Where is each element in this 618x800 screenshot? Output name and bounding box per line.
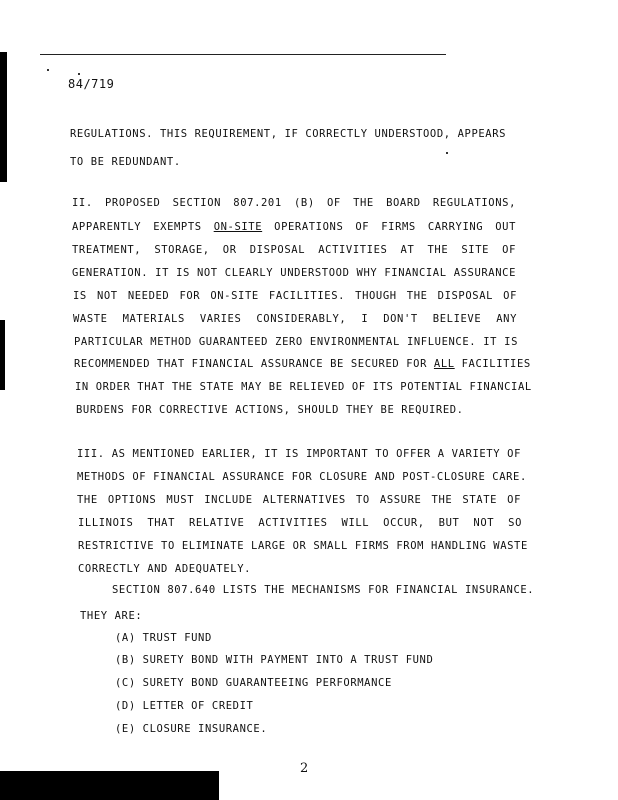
text-line: IS NOT NEEDED FOR ON-SITE FACILITIES. THOUGH THE DISPOSAL OF	[73, 290, 517, 302]
text-line: BURDENS FOR CORRECTIVE ACTIONS, SHOULD THEY BE REQUIRED.	[76, 404, 464, 416]
text-line: ILLINOIS THAT RELATIVE ACTIVITIES WILL OCCUR, BUT NOT SO	[78, 517, 522, 529]
list-item: (B) SURETY BOND WITH PAYMENT INTO A TRUST FUND	[115, 654, 434, 666]
text-line: SECTION 807.640 LISTS THE MECHANISMS FOR FINANCIAL INSURANCE.	[112, 584, 535, 596]
text-line: GENERATION. IT IS NOT CLEARLY UNDERSTOOD WHY FINANCIAL ASSURANCE	[72, 267, 516, 279]
top-rule	[40, 54, 446, 55]
page-number: 2	[300, 761, 309, 776]
text-line: TO BE REDUNDANT.	[70, 156, 181, 168]
text-line: IN ORDER THAT THE STATE MAY BE RELIEVED OF ITS POTENTIAL FINANCIAL	[75, 381, 532, 393]
text-line: RESTRICTIVE TO ELIMINATE LARGE OR SMALL FIRMS FROM HANDLING WASTE	[78, 540, 528, 552]
list-item: (E) CLOSURE INSURANCE.	[115, 723, 268, 735]
text-line: THE OPTIONS MUST INCLUDE ALTERNATIVES TO ASSURE THE STATE OF	[77, 494, 521, 506]
text-line: III. AS MENTIONED EARLIER, IT IS IMPORTANT TO OFFER A VARIETY OF	[77, 448, 521, 460]
underlined-term: ALL	[433, 358, 455, 370]
scan-speck	[47, 69, 49, 71]
scan-speck	[446, 152, 448, 154]
list-item: (D) LETTER OF CREDIT	[115, 700, 254, 712]
text-line: RECOMMENDED THAT FINANCIAL ASSURANCE BE SECURED FOR ALL FACILITIES	[74, 358, 531, 370]
scan-edge-mark	[0, 320, 5, 390]
text-line: CORRECTLY AND ADEQUATELY.	[78, 563, 252, 575]
text-line: APPARENTLY EXEMPTS ON-SITE OPERATIONS OF FIRMS CARRYING OUT	[72, 221, 516, 233]
text-line: WASTE MATERIALS VARIES CONSIDERABLY, I DON'T BELIEVE ANY	[73, 313, 517, 325]
text-line: METHODS OF FINANCIAL ASSURANCE FOR CLOSURE AND POST-CLOSURE CARE.	[77, 471, 527, 483]
text-line: II. PROPOSED SECTION 807.201 (B) OF THE BOARD REGULATIONS,	[72, 197, 516, 209]
scan-edge-mark	[0, 52, 7, 182]
list-item: (C) SURETY BOND GUARANTEEING PERFORMANCE	[115, 677, 392, 689]
underlined-term: ON-SITE	[213, 221, 263, 233]
scan-edge-mark	[0, 771, 219, 800]
scan-speck	[78, 73, 80, 75]
text-line: PARTICULAR METHOD GUARANTEED ZERO ENVIRONMENTAL INFLUENCE. IT IS	[74, 336, 518, 348]
document-number: 84/719	[68, 77, 115, 91]
text-line: THEY ARE:	[80, 610, 143, 622]
list-item: (A) TRUST FUND	[115, 632, 212, 644]
text-line: REGULATIONS. THIS REQUIREMENT, IF CORRECTLY UNDERSTOOD, APPEARS	[70, 128, 507, 140]
text-line: TREATMENT, STORAGE, OR DISPOSAL ACTIVITIES AT THE SITE OF	[72, 244, 516, 256]
